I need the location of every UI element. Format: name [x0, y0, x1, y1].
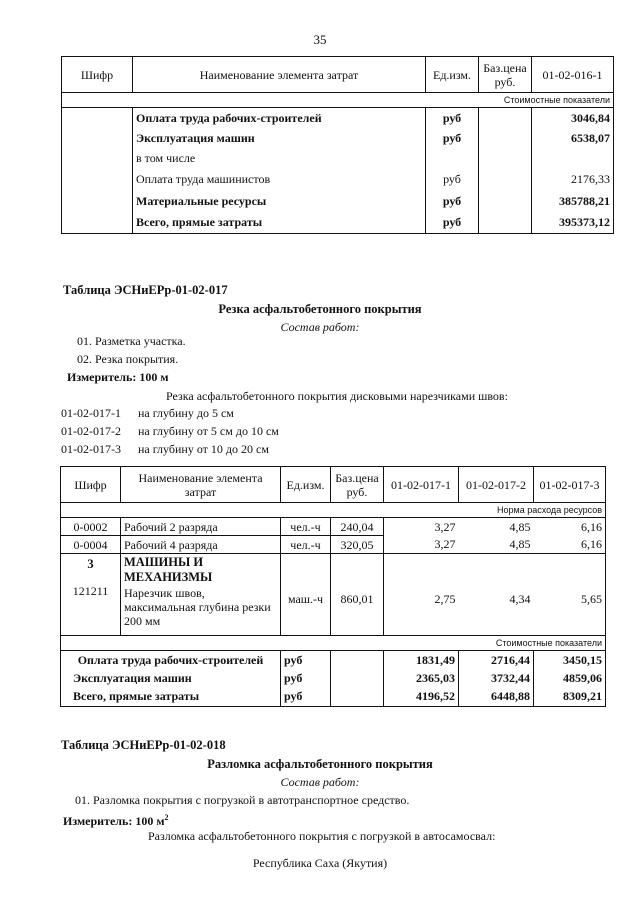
total-value-1: 4196,52 — [384, 687, 459, 707]
work-step: 02. Резка покрытия. — [77, 352, 179, 366]
table-label: Таблица ЭСНиЕРр-01-02-017 — [63, 283, 228, 297]
row-unit: руб — [426, 190, 479, 212]
total-name: Всего, прямые затраты — [61, 687, 281, 707]
total-unit: руб — [281, 669, 331, 687]
total-row — [61, 669, 606, 687]
header-norm-3: 01-02-017-3 — [534, 467, 606, 503]
header-norm-1: 01-02-017-1 — [384, 467, 459, 503]
row-unit: руб — [426, 128, 479, 148]
section-title: Разломка асфальтобетонного покрытия — [207, 757, 433, 771]
row-code: 0-0002 — [61, 518, 121, 536]
header-unit: Ед.изм. — [426, 57, 479, 93]
work-description: Разломка асфальтобетонного покрытия с погрузкой в автосамосвал: — [148, 829, 496, 843]
machine-name: Нарезчик швов, максимальная глубина резки 200 мм — [124, 586, 271, 628]
table-row — [62, 212, 614, 234]
row-unit: руб — [426, 108, 479, 128]
row-value-2: 4,85 — [459, 536, 534, 554]
footer-region: Республика Саха (Якутия) — [252, 856, 388, 870]
row-unit: руб — [426, 168, 479, 190]
row-unit: чел.-ч — [281, 518, 331, 536]
machines-code-cell — [61, 554, 121, 636]
row-value: 2176,33 — [532, 168, 614, 190]
header-code: Шифр — [61, 467, 121, 503]
row-name: Эксплуатация машин — [133, 128, 426, 148]
table-header-row — [61, 467, 606, 503]
row-name: Рабочий 4 разряда — [121, 536, 281, 554]
meter-superscript: 2 — [164, 813, 169, 822]
row-code: 0-0004 — [61, 536, 121, 554]
total-value-3: 3450,15 — [534, 651, 606, 669]
section-label: Стоимостные показатели — [61, 636, 606, 651]
table-label: Таблица ЭСНиЕРр-01-02-018 — [61, 738, 226, 752]
machine-unit: маш.-ч — [281, 554, 331, 636]
cost-table-01-02-016 — [61, 56, 614, 234]
row-value: 3046,84 — [532, 108, 614, 128]
table-row — [61, 554, 606, 636]
page-number: 35 — [313, 32, 327, 47]
row-unit: руб — [426, 212, 479, 234]
row-price: 320,05 — [331, 536, 384, 554]
item-text: на глубину до 5 см — [138, 406, 234, 420]
table-header-row — [62, 57, 614, 93]
total-value-3: 4859,06 — [534, 669, 606, 687]
row-name: Всего, прямые затраты — [133, 212, 426, 234]
total-row — [61, 687, 606, 707]
header-norm-2: 01-02-017-2 — [459, 467, 534, 503]
machines-group-title: МАШИНЫ И МЕХАНИЗМЫ — [124, 555, 213, 584]
work-step: 01. Разметка участка. — [77, 334, 186, 348]
row-name: Рабочий 2 разряда — [121, 518, 281, 536]
row-value: 395373,12 — [532, 212, 614, 234]
item-code: 01-02-017-3 — [61, 442, 121, 456]
item-code: 01-02-017-1 — [61, 406, 121, 420]
row-value-1: 3,27 — [384, 536, 459, 554]
item-text: на глубину от 5 см до 10 см — [138, 424, 279, 438]
total-name: Эксплуатация машин — [61, 669, 281, 687]
total-value-2: 2716,44 — [459, 651, 534, 669]
row-value: 385788,21 — [532, 190, 614, 212]
row-name: Материальные ресурсы — [133, 190, 426, 212]
row-value: 6538,07 — [532, 128, 614, 148]
section-row — [61, 503, 606, 518]
row-unit: чел.-ч — [281, 536, 331, 554]
machine-price: 860,01 — [331, 554, 384, 636]
machines-group-code: 3 — [87, 557, 94, 571]
header-price: Баз.цена руб. — [331, 467, 384, 503]
row-value-1: 3,27 — [384, 518, 459, 536]
table-row — [61, 536, 606, 554]
section-subtitle: Состав работ: — [280, 775, 360, 789]
table-row — [62, 190, 614, 212]
total-value-2: 6448,88 — [459, 687, 534, 707]
header-price: Баз.цена руб. — [479, 57, 532, 93]
row-price: 240,04 — [331, 518, 384, 536]
total-value-2: 3732,44 — [459, 669, 534, 687]
section-row — [61, 636, 606, 651]
resource-table-01-02-017 — [60, 466, 606, 707]
machines-name-cell — [121, 554, 281, 636]
table-row — [62, 128, 614, 148]
total-name: Оплата труда рабочих-строителей — [61, 651, 281, 669]
section-subtitle: Состав работ: — [280, 320, 360, 334]
row-value — [532, 148, 614, 168]
row-value-2: 4,85 — [459, 518, 534, 536]
table-row — [62, 108, 614, 128]
machine-value-1: 2,75 — [384, 554, 459, 636]
section-label: Стоимостные показатели — [62, 93, 614, 108]
row-value-3: 6,16 — [534, 536, 606, 554]
meter-text: Измеритель: 100 м — [63, 814, 165, 828]
table-row — [61, 518, 606, 536]
item-text: на глубину от 10 до 20 см — [138, 442, 269, 456]
item-code: 01-02-017-2 — [61, 424, 121, 438]
section-title: Резка асфальтобетонного покрытия — [218, 302, 422, 316]
header-name: Наименование элемента затрат — [121, 467, 281, 503]
total-value-3: 8309,21 — [534, 687, 606, 707]
header-unit: Ед.изм. — [281, 467, 331, 503]
total-value-1: 2365,03 — [384, 669, 459, 687]
machine-value-3: 5,65 — [534, 554, 606, 636]
meter-label: Измеритель: 100 м — [67, 370, 169, 384]
total-value-1: 1831,49 — [384, 651, 459, 669]
header-name: Наименование элемента затрат — [133, 57, 426, 93]
total-row — [61, 651, 606, 669]
row-unit — [426, 148, 479, 168]
row-name: Оплата труда машинистов — [133, 168, 426, 190]
row-name: Оплата труда рабочих-строителей — [133, 108, 426, 128]
table-row — [62, 148, 614, 168]
work-step: 01. Разломка покрытия с погрузкой в автотранспортное средство. — [75, 793, 410, 807]
machine-code: 121211 — [72, 584, 109, 598]
section-row — [62, 93, 614, 108]
machine-value-2: 4,34 — [459, 554, 534, 636]
total-unit: руб — [281, 651, 331, 669]
work-description: Резка асфальтобетонного покрытия дисковыми нарезчиками швов: — [166, 389, 508, 403]
header-norm: 01-02-016-1 — [532, 57, 614, 93]
table-row — [62, 168, 614, 190]
row-name: в том числе — [133, 148, 426, 168]
section-label: Норма расхода ресурсов — [61, 503, 606, 518]
header-code: Шифр — [62, 57, 133, 93]
total-unit: руб — [281, 687, 331, 707]
row-value-3: 6,16 — [534, 518, 606, 536]
